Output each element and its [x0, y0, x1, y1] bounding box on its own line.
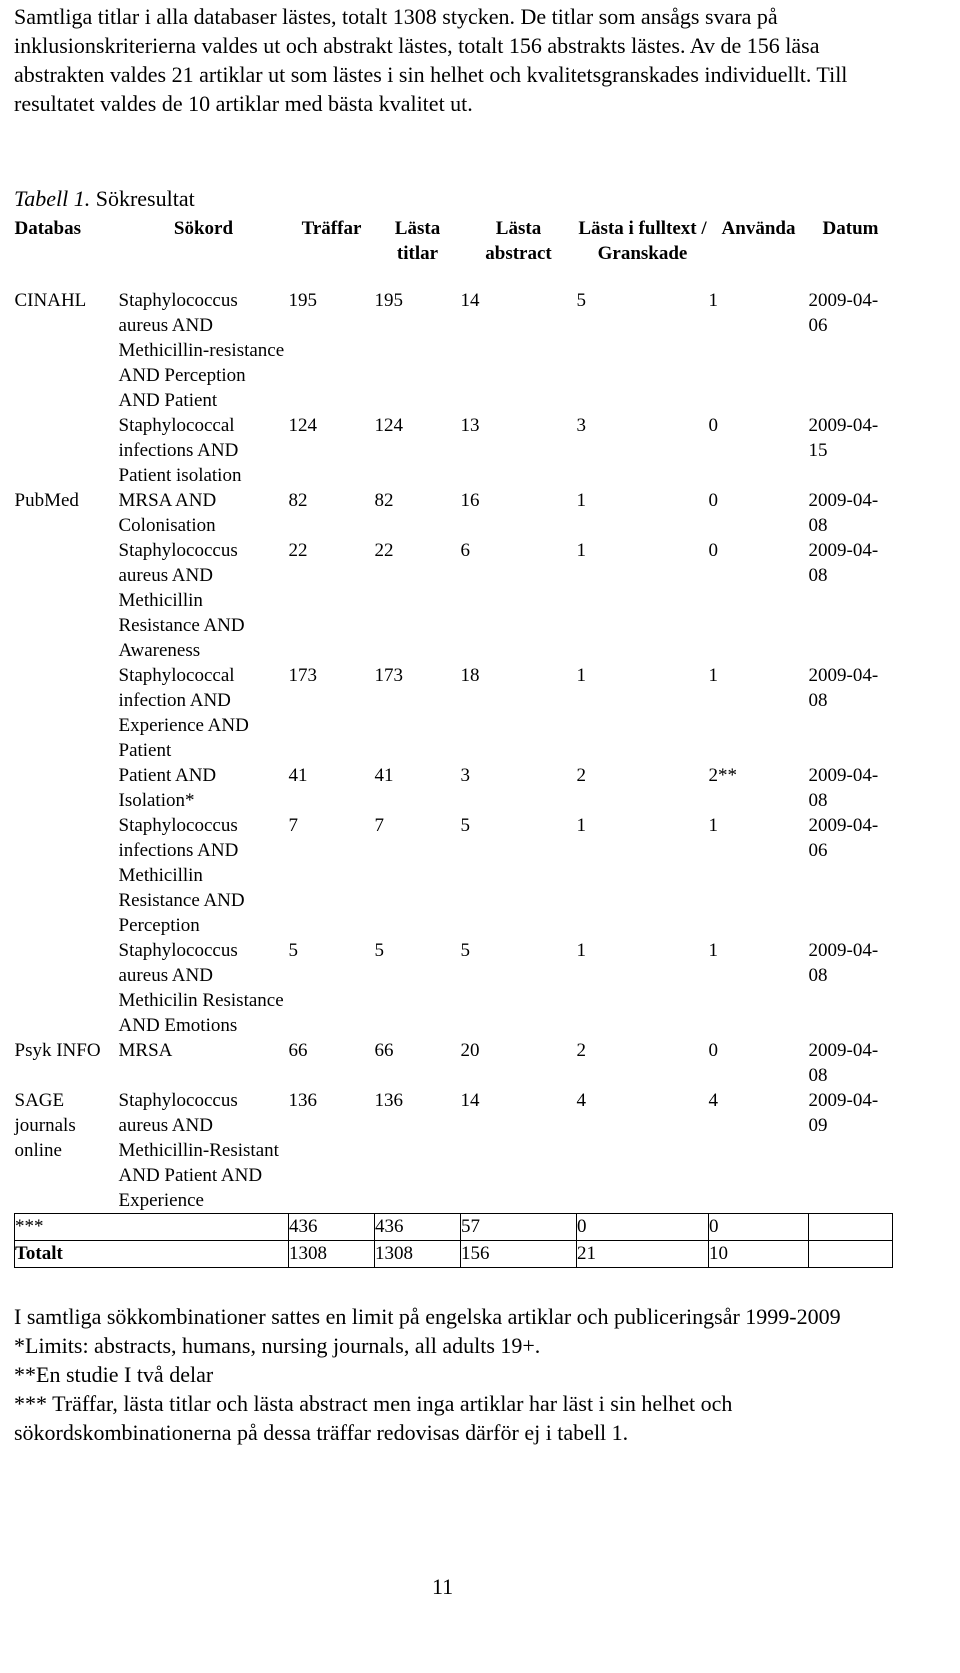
header-databas: Databas	[14, 218, 82, 239]
cell-sokord: Staphylococcus infections AND Methicillin Resistance AND Perception	[118, 815, 245, 936]
cell-fulltext: 2	[576, 765, 586, 786]
cell-fulltext: 2	[576, 1040, 586, 1061]
cell-datum: 2009-04-06	[808, 815, 879, 861]
cell-abstract: 5	[460, 815, 470, 836]
cell-anvanda: 2**	[708, 765, 737, 786]
cell-titlar: 136	[374, 1090, 403, 1111]
cell-anvanda: 0	[708, 415, 718, 436]
table-body	[15, 288, 893, 1268]
footnote-single-star: *Limits: abstracts, humans, nursing journals, all adults 19+.	[14, 1333, 541, 1358]
cell-databas: CINAHL	[14, 290, 87, 311]
cell-traffar: 5	[288, 940, 298, 961]
cell-abstract: 14	[460, 290, 480, 311]
table-row	[15, 413, 893, 488]
cell-databas: PubMed	[14, 490, 79, 511]
cell-titlar: 436	[375, 1214, 461, 1241]
cell-sokord: Patient AND Isolation*	[118, 765, 217, 811]
cell-anvanda: 0	[709, 1214, 809, 1241]
footnote-double-star: **En studie I två delar	[14, 1362, 214, 1387]
cell-datum: 2009-04-09	[808, 1090, 879, 1136]
cell-databas	[15, 663, 119, 763]
cell-label: ***	[15, 1214, 289, 1241]
cell-anvanda: 0	[708, 540, 718, 561]
footnote-limit: I samtliga sökkombinationer sattes en limit på engelska artiklar och publiceringsår 1999-2009	[14, 1304, 841, 1329]
table-row	[15, 938, 893, 1038]
cell-fulltext: 21	[577, 1241, 709, 1268]
cell-traffar: 7	[288, 815, 298, 836]
cell-abstract: 14	[460, 1090, 480, 1111]
table-row	[15, 763, 893, 813]
cell-databas	[15, 413, 119, 488]
footnotes	[14, 1302, 934, 1447]
table-row	[15, 1038, 893, 1088]
cell-datum: 2009-04-08	[808, 1040, 879, 1086]
cell-traffar: 82	[288, 490, 308, 511]
cell-abstract: 57	[461, 1214, 577, 1241]
cell-abstract: 18	[460, 665, 480, 686]
cell-sokord: Staphylococcal infections AND Patient isolation	[118, 415, 242, 486]
cell-traffar: 66	[288, 1040, 308, 1061]
cell-sokord: Staphylococcus aureus AND Methicillin-Resistant AND Patient AND Experience	[118, 1090, 279, 1211]
footnote-triple-star: *** Träffar, lästa titlar och lästa abstract men inga artiklar har läst i sin helhet och sökordskombinationerna på dessa träffar redovisas därför ej i tabell 1.	[14, 1391, 733, 1445]
cell-fulltext: 1	[576, 665, 586, 686]
header-datum: Datum	[822, 218, 879, 239]
table-header-row	[15, 212, 893, 288]
header-lasta-fulltext: Lästa i fulltext / Granskade	[578, 218, 707, 264]
cell-fulltext: 3	[576, 415, 586, 436]
cell-datum: 2009-04-08	[808, 540, 879, 586]
cell-anvanda: 1	[708, 815, 718, 836]
cell-titlar: 195	[374, 290, 403, 311]
cell-titlar: 5	[374, 940, 384, 961]
cell-label: Totalt	[15, 1241, 289, 1268]
cell-sokord: Staphylococcus aureus AND Methicillin Resistance AND Awareness	[118, 540, 245, 661]
cell-abstract: 16	[460, 490, 480, 511]
header-lasta-titlar: Lästa titlar	[394, 218, 441, 264]
cell-fulltext: 1	[576, 815, 586, 836]
search-results-table	[14, 212, 893, 1268]
header-sokord: Sökord	[173, 218, 234, 239]
cell-databas	[15, 938, 119, 1038]
cell-databas: SAGE journals online	[14, 1090, 76, 1161]
cell-titlar: 41	[374, 765, 394, 786]
cell-fulltext: 1	[576, 940, 586, 961]
page-number: 11	[432, 1574, 454, 1599]
cell-sokord: MRSA	[118, 1040, 173, 1061]
cell-sokord: Staphylococcus aureus AND Methicilin Resistance AND Emotions	[118, 940, 284, 1036]
cell-titlar: 173	[374, 665, 403, 686]
table-row	[15, 488, 893, 538]
cell-titlar: 124	[374, 415, 403, 436]
header-traffar: Träffar	[301, 218, 362, 239]
cell-anvanda: 10	[709, 1241, 809, 1268]
cell-titlar: 1308	[375, 1241, 461, 1268]
cell-traffar: 1308	[289, 1241, 375, 1268]
cell-datum: 2009-04-08	[808, 765, 879, 811]
cell-databas: Psyk INFO	[14, 1040, 101, 1061]
cell-titlar: 82	[374, 490, 394, 511]
cell-fulltext: 1	[576, 490, 586, 511]
cell-traffar: 41	[288, 765, 308, 786]
cell-fulltext: 0	[577, 1214, 709, 1241]
cell-databas	[15, 813, 119, 938]
cell-anvanda: 1	[708, 290, 718, 311]
cell-fulltext: 5	[576, 290, 586, 311]
cell-sokord: MRSA AND Colonisation	[118, 490, 217, 536]
cell-datum-empty	[809, 1241, 893, 1268]
header-anvanda: Använda	[721, 218, 796, 239]
header-lasta-abstract: Lästa abstract	[485, 218, 552, 264]
cell-sokord: Staphylococcus aureus AND Methicillin-resistance AND Perception AND Patient	[118, 290, 285, 411]
cell-fulltext: 4	[576, 1090, 586, 1111]
cell-anvanda: 0	[708, 1040, 718, 1061]
table-row	[15, 1088, 893, 1214]
cell-datum-empty	[809, 1214, 893, 1241]
table-caption	[14, 184, 195, 213]
cell-anvanda: 0	[708, 490, 718, 511]
cell-traffar: 195	[288, 290, 317, 311]
cell-abstract: 156	[461, 1241, 577, 1268]
cell-databas	[15, 763, 119, 813]
cell-abstract: 6	[460, 540, 470, 561]
table-caption-label: Tabell 1.	[14, 186, 91, 211]
cell-titlar: 22	[374, 540, 394, 561]
cell-fulltext: 1	[576, 540, 586, 561]
table-row	[15, 663, 893, 763]
cell-abstract: 13	[460, 415, 480, 436]
cell-titlar: 66	[374, 1040, 394, 1061]
cell-databas	[15, 538, 119, 663]
table-row	[15, 288, 893, 413]
cell-traffar: 136	[288, 1090, 317, 1111]
cell-traffar: 436	[289, 1214, 375, 1241]
cell-traffar: 124	[288, 415, 317, 436]
cell-datum: 2009-04-08	[808, 665, 879, 711]
cell-abstract: 20	[460, 1040, 480, 1061]
cell-anvanda: 1	[708, 940, 718, 961]
cell-anvanda: 4	[708, 1090, 718, 1111]
cell-datum: 2009-04-08	[808, 490, 879, 536]
total-row	[15, 1241, 893, 1268]
stars-row	[15, 1214, 893, 1241]
cell-anvanda: 1	[708, 665, 718, 686]
intro-paragraph: Samtliga titlar i alla databaser lästes, totalt 1308 stycken. De titlar som ansågs svara på inklusionskriterierna valdes ut och abstrakt lästes, totalt 156 abstrakts lästes. Av de 156 läsa abstrakten valdes 21 artiklar ut som lästes i sin helhet och kvalitetsgranskades individuellt. Till resultatet valdes de 10 artiklar med bästa kvalitet ut.	[14, 4, 848, 116]
table-row	[15, 813, 893, 938]
table-caption-title: Sökresultat	[90, 186, 195, 211]
cell-datum: 2009-04-06	[808, 290, 879, 336]
cell-titlar: 7	[374, 815, 384, 836]
cell-abstract: 5	[460, 940, 470, 961]
cell-sokord: Staphylococcal infection AND Experience AND Patient	[118, 665, 249, 761]
cell-datum: 2009-04-15	[808, 415, 879, 461]
cell-datum: 2009-04-08	[808, 940, 879, 986]
cell-traffar: 22	[288, 540, 308, 561]
cell-traffar: 173	[288, 665, 317, 686]
cell-abstract: 3	[460, 765, 470, 786]
table-row	[15, 538, 893, 663]
